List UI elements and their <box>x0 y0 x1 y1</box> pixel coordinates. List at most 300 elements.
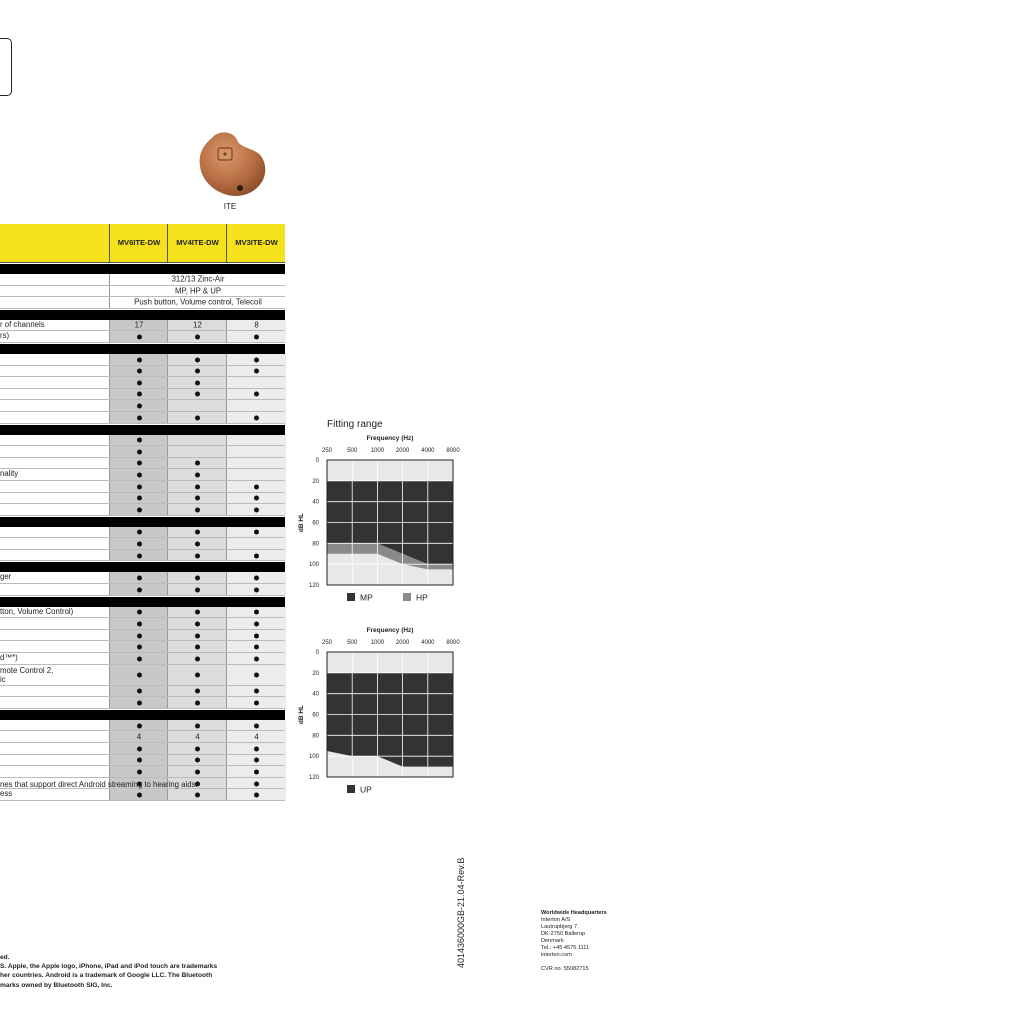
table-cell <box>226 377 286 388</box>
table-cell <box>226 527 286 538</box>
feature-dot <box>227 493 286 502</box>
table-row <box>0 743 285 755</box>
dot-icon <box>137 369 142 374</box>
table-cell <box>226 504 286 515</box>
legal-line: ed. <box>0 954 10 961</box>
table-cell <box>226 435 286 446</box>
feature-dot <box>110 607 168 616</box>
dot-icon <box>254 769 259 774</box>
dot-icon <box>137 335 142 340</box>
table-cell <box>167 618 227 629</box>
table-cell <box>226 469 286 480</box>
table-cell <box>226 789 286 800</box>
dot-icon <box>254 645 259 650</box>
dot-icon <box>195 610 200 615</box>
dot-icon <box>137 530 142 535</box>
x-tick-label: 4000 <box>421 448 435 454</box>
cell-text: 17 <box>134 320 144 330</box>
dot-icon <box>254 781 259 786</box>
legend-swatch-hp <box>403 593 411 601</box>
x-tick-label: 1000 <box>370 640 385 646</box>
dot-icon <box>254 723 259 728</box>
table-cell <box>109 572 168 583</box>
table-cell <box>167 400 227 411</box>
dot-icon <box>137 610 142 615</box>
dot-icon <box>137 645 142 650</box>
cell-text: MP, HP & UP <box>174 286 222 296</box>
table-cell <box>109 755 168 766</box>
x-tick-label: 500 <box>347 448 358 454</box>
feature-dot <box>227 355 286 364</box>
feature-dot <box>227 366 286 375</box>
dot-icon <box>254 496 259 501</box>
table-cell <box>167 469 227 480</box>
dot-icon <box>137 673 142 678</box>
table-cell <box>167 789 227 800</box>
table-cell <box>226 607 286 618</box>
table-cell <box>167 550 227 561</box>
legal-line: her countries. Android is a trademark of Google LLC. The Bluetooth <box>0 972 213 980</box>
table-row <box>0 458 285 470</box>
fitting-chart-up <box>295 622 475 807</box>
x-tick-label: 1000 <box>370 448 385 454</box>
feature-dot <box>168 378 227 387</box>
table-cell <box>167 538 227 549</box>
feature-dot <box>110 366 168 375</box>
table-row <box>0 630 285 642</box>
table-cell <box>226 665 286 685</box>
y-tick-label: 120 <box>308 583 319 589</box>
table-cell <box>167 584 227 595</box>
feature-dot <box>168 654 227 663</box>
feature-dot <box>227 607 286 616</box>
legend-label-up: UP <box>360 784 372 795</box>
table-cell <box>226 778 286 789</box>
table-cell <box>109 686 168 697</box>
table-cell <box>226 618 286 629</box>
table-cell <box>226 697 286 708</box>
table-cell <box>226 743 286 754</box>
dot-icon <box>254 530 259 535</box>
feature-dot <box>110 721 168 730</box>
dot-icon <box>137 746 142 751</box>
row-value-span <box>109 274 286 285</box>
table-cell <box>167 572 227 583</box>
feature-dot <box>110 698 168 707</box>
table-row <box>0 469 285 481</box>
table-row <box>0 366 285 378</box>
table-cell <box>167 493 227 504</box>
table-row <box>0 481 285 493</box>
feature-dot <box>227 573 286 582</box>
feature-dot <box>110 332 168 341</box>
feature-dot <box>110 744 168 753</box>
dot-icon <box>254 507 259 512</box>
table-row <box>0 274 285 286</box>
table-row <box>0 653 285 665</box>
feature-dot <box>110 401 168 410</box>
table-cell <box>226 354 286 365</box>
table-row <box>0 493 285 505</box>
dot-icon <box>195 553 200 558</box>
feature-dot <box>227 505 286 514</box>
table-row <box>0 400 285 412</box>
table-row <box>0 720 285 732</box>
dot-icon <box>137 449 142 454</box>
feature-dot <box>168 721 227 730</box>
y-tick-label: 80 <box>312 733 319 740</box>
column-header-mv3ite: MV3ITE-DW <box>226 224 286 262</box>
table-row <box>0 584 285 596</box>
dot-icon <box>195 484 200 489</box>
dot-icon <box>195 369 200 374</box>
dot-icon <box>195 621 200 626</box>
table-row <box>0 504 285 516</box>
table-cell <box>167 641 227 652</box>
y-tick-label: 80 <box>312 541 319 548</box>
table-cell <box>226 755 286 766</box>
feature-dot <box>110 539 168 548</box>
x-axis-label: Frequency (Hz) <box>366 435 414 442</box>
dot-icon <box>137 656 142 661</box>
table-cell <box>109 458 168 469</box>
x-tick-label: 4000 <box>421 640 435 646</box>
table-cell <box>109 377 168 388</box>
table-row <box>0 766 285 778</box>
table-cell <box>167 435 227 446</box>
x-axis-label: Frequency (Hz) <box>366 627 414 634</box>
feature-dot <box>227 779 286 788</box>
dot-icon <box>195 357 200 362</box>
table-cell <box>167 720 227 731</box>
hq-line: Tel.: +45 4575 1111 <box>541 945 590 951</box>
table-cell <box>167 755 227 766</box>
cell-text: 12 <box>193 320 202 330</box>
table-cell <box>226 550 286 561</box>
feature-dot <box>168 355 227 364</box>
table-row <box>0 789 285 801</box>
table-cell <box>226 653 286 664</box>
table-cell <box>109 766 168 777</box>
table-cell <box>109 400 168 411</box>
feature-dot <box>110 642 168 651</box>
table-cell <box>226 493 286 504</box>
table-cell <box>226 412 286 423</box>
dot-icon <box>195 656 200 661</box>
dot-icon <box>137 689 142 694</box>
feature-dot <box>168 744 227 753</box>
feature-dot <box>110 390 168 399</box>
table-cell <box>109 412 168 423</box>
y-tick-label: 0 <box>315 650 319 656</box>
feature-dot <box>227 390 286 399</box>
feature-dot <box>168 527 227 536</box>
dot-icon <box>254 415 259 420</box>
feature-dot <box>168 332 227 341</box>
feature-dot <box>110 447 168 456</box>
dot-icon <box>254 357 259 362</box>
table-row <box>0 755 285 767</box>
table-cell <box>167 331 227 342</box>
feature-dot <box>168 642 227 651</box>
table-cell <box>109 789 168 800</box>
y-tick-label: 60 <box>312 712 319 719</box>
dot-icon <box>254 392 259 397</box>
feature-dot <box>110 470 168 479</box>
table-cell <box>167 366 227 377</box>
feature-dot <box>227 585 286 594</box>
table-cell <box>226 731 286 742</box>
table-cell <box>109 743 168 754</box>
x-tick-label: 500 <box>347 640 358 646</box>
y-tick-label: 0 <box>315 458 319 464</box>
section-divider <box>0 710 285 720</box>
table-row <box>0 446 285 458</box>
y-tick-label: 100 <box>308 754 319 761</box>
table-cell <box>109 550 168 561</box>
table-cell <box>167 354 227 365</box>
dot-icon <box>137 473 142 478</box>
feature-dot <box>110 686 168 695</box>
table-cell <box>167 412 227 423</box>
table-row <box>0 320 285 332</box>
table-cell <box>226 400 286 411</box>
feature-dot <box>227 332 286 341</box>
table-cell <box>109 653 168 664</box>
feature-dot <box>110 755 168 764</box>
dot-icon <box>137 633 142 638</box>
feature-dot <box>227 482 286 491</box>
dot-icon <box>195 746 200 751</box>
table-cell <box>109 607 168 618</box>
table-cell <box>226 641 286 652</box>
dot-icon <box>195 415 200 420</box>
dot-icon <box>195 633 200 638</box>
table-cell <box>226 458 286 469</box>
feature-dot <box>110 482 168 491</box>
cell-text: 312/13 Zinc-Air <box>171 274 225 284</box>
row-label: r of channels <box>0 319 45 329</box>
cell-text: 4 <box>195 732 200 742</box>
table-cell <box>109 435 168 446</box>
feature-dot <box>227 744 286 753</box>
dot-icon <box>254 656 259 661</box>
table-cell <box>109 481 168 492</box>
dot-icon <box>195 507 200 512</box>
table-row <box>0 665 285 686</box>
section-divider <box>0 597 285 607</box>
table-cell <box>167 389 227 400</box>
table-cell <box>109 720 168 731</box>
feature-dot <box>110 435 168 444</box>
table-cell <box>109 366 168 377</box>
dot-icon <box>137 496 142 501</box>
feature-dot <box>227 654 286 663</box>
dot-icon <box>195 645 200 650</box>
dot-icon <box>195 542 200 547</box>
feature-dot <box>110 573 168 582</box>
table-cell <box>167 607 227 618</box>
page-tab-frame <box>0 38 12 96</box>
feature-dot <box>227 670 286 679</box>
table-cell <box>226 389 286 400</box>
dot-icon <box>137 723 142 728</box>
feature-dot <box>110 378 168 387</box>
table-cell <box>109 469 168 480</box>
feature-dot <box>168 619 227 628</box>
dot-icon <box>137 793 142 798</box>
feature-dot <box>168 366 227 375</box>
cell-text: 4 <box>136 732 142 742</box>
dot-icon <box>254 689 259 694</box>
dot-icon <box>254 576 259 581</box>
dot-icon <box>195 496 200 501</box>
feature-dot <box>227 767 286 776</box>
feature-dot <box>168 413 227 422</box>
table-cell <box>226 584 286 595</box>
feature-dot <box>110 551 168 560</box>
section-divider <box>0 344 285 354</box>
feature-dot <box>227 527 286 536</box>
x-tick-label: 8000 <box>446 640 460 646</box>
dot-icon <box>254 700 259 705</box>
feature-dot <box>110 493 168 502</box>
dot-icon <box>254 621 259 626</box>
dot-icon <box>137 576 142 581</box>
feature-dot <box>168 585 227 594</box>
y-tick-label: 20 <box>312 670 319 677</box>
dot-icon <box>254 484 259 489</box>
table-cell <box>167 697 227 708</box>
table-row <box>0 297 285 309</box>
dot-icon <box>195 673 200 678</box>
feature-dot <box>227 413 286 422</box>
dot-icon <box>254 587 259 592</box>
feature-dot <box>110 585 168 594</box>
dot-icon <box>137 758 142 763</box>
row-label: ger <box>0 572 12 582</box>
table-cell <box>167 481 227 492</box>
dot-icon <box>195 473 200 478</box>
dot-icon <box>137 380 142 385</box>
dot-icon <box>195 380 200 385</box>
dot-icon <box>254 633 259 638</box>
dot-icon <box>137 484 142 489</box>
feature-dot <box>168 551 227 560</box>
feature-dot <box>227 631 286 640</box>
dot-icon <box>195 723 200 728</box>
section-divider <box>0 310 285 320</box>
row-value-span <box>109 286 286 297</box>
row-label: nality <box>0 469 19 479</box>
x-tick-label: 2000 <box>395 448 410 454</box>
dot-icon <box>195 587 200 592</box>
feature-dot <box>110 505 168 514</box>
dot-icon <box>137 587 142 592</box>
hq-line: Denmark <box>541 938 564 944</box>
y-tick-label: 100 <box>308 562 319 569</box>
dot-icon <box>195 576 200 581</box>
row-label: rs) <box>0 331 10 341</box>
table-cell <box>167 743 227 754</box>
column-header-mv4ite: MV4ITE-DW <box>167 224 227 262</box>
table-cell <box>167 320 227 331</box>
legend-label-hp: HP <box>416 592 428 603</box>
dot-icon <box>254 758 259 763</box>
y-axis-label: dB HL <box>298 704 305 725</box>
dot-icon <box>195 461 200 466</box>
feature-dot <box>110 459 168 468</box>
table-row <box>0 331 285 343</box>
product-image-label: ITE <box>223 202 237 211</box>
section-divider <box>0 562 285 572</box>
table-cell <box>109 504 168 515</box>
feature-dot <box>168 459 227 468</box>
section-divider <box>0 425 285 435</box>
dot-icon <box>195 392 200 397</box>
table-cell <box>226 538 286 549</box>
table-cell <box>109 493 168 504</box>
legend-label-mp: MP <box>360 592 373 603</box>
table-row <box>0 354 285 366</box>
table-body <box>0 264 285 801</box>
table-cell <box>226 366 286 377</box>
table-cell <box>226 572 286 583</box>
table-row <box>0 731 285 743</box>
table-cell <box>109 618 168 629</box>
feature-dot <box>110 790 168 799</box>
table-cell <box>226 320 286 331</box>
document-number: 401436000GB-21.04-Rev.B <box>456 857 466 968</box>
hq-cvr: CVR no. 55082715 <box>541 966 589 972</box>
dot-icon <box>254 793 259 798</box>
row-value-span <box>109 297 286 308</box>
feature-dot <box>227 698 286 707</box>
hq-line: DK-2750 Ballerup <box>541 931 586 937</box>
dot-icon <box>137 700 142 705</box>
dot-icon <box>195 758 200 763</box>
dot-icon <box>195 689 200 694</box>
dot-icon <box>195 793 200 798</box>
dot-icon <box>195 335 200 340</box>
dot-icon <box>137 461 142 466</box>
table-cell <box>167 630 227 641</box>
table-header <box>0 224 285 263</box>
feature-dot <box>110 631 168 640</box>
feature-dot <box>110 654 168 663</box>
section-divider <box>0 264 285 274</box>
table-row <box>0 607 285 619</box>
feature-dot <box>168 470 227 479</box>
feature-dot <box>168 767 227 776</box>
dot-icon <box>137 404 142 409</box>
footnote: nes that support direct Android streaming to hearing aids. <box>0 780 198 789</box>
legal-line: marks owned by Bluetooth SIG, Inc. <box>0 981 113 989</box>
table-row <box>0 389 285 401</box>
feature-dot <box>168 790 227 799</box>
feature-dot <box>168 698 227 707</box>
table-cell <box>109 641 168 652</box>
hq-line: Interton A/S <box>541 917 571 923</box>
dot-icon <box>137 438 142 443</box>
legal-line: S. Apple, the Apple logo, iPhone, iPad and iPod touch are trademarks <box>0 963 218 971</box>
table-cell <box>109 584 168 595</box>
table-row <box>0 412 285 424</box>
table-cell <box>226 766 286 777</box>
table-cell <box>167 665 227 685</box>
feature-dot <box>227 619 286 628</box>
headquarters-block <box>541 910 607 973</box>
